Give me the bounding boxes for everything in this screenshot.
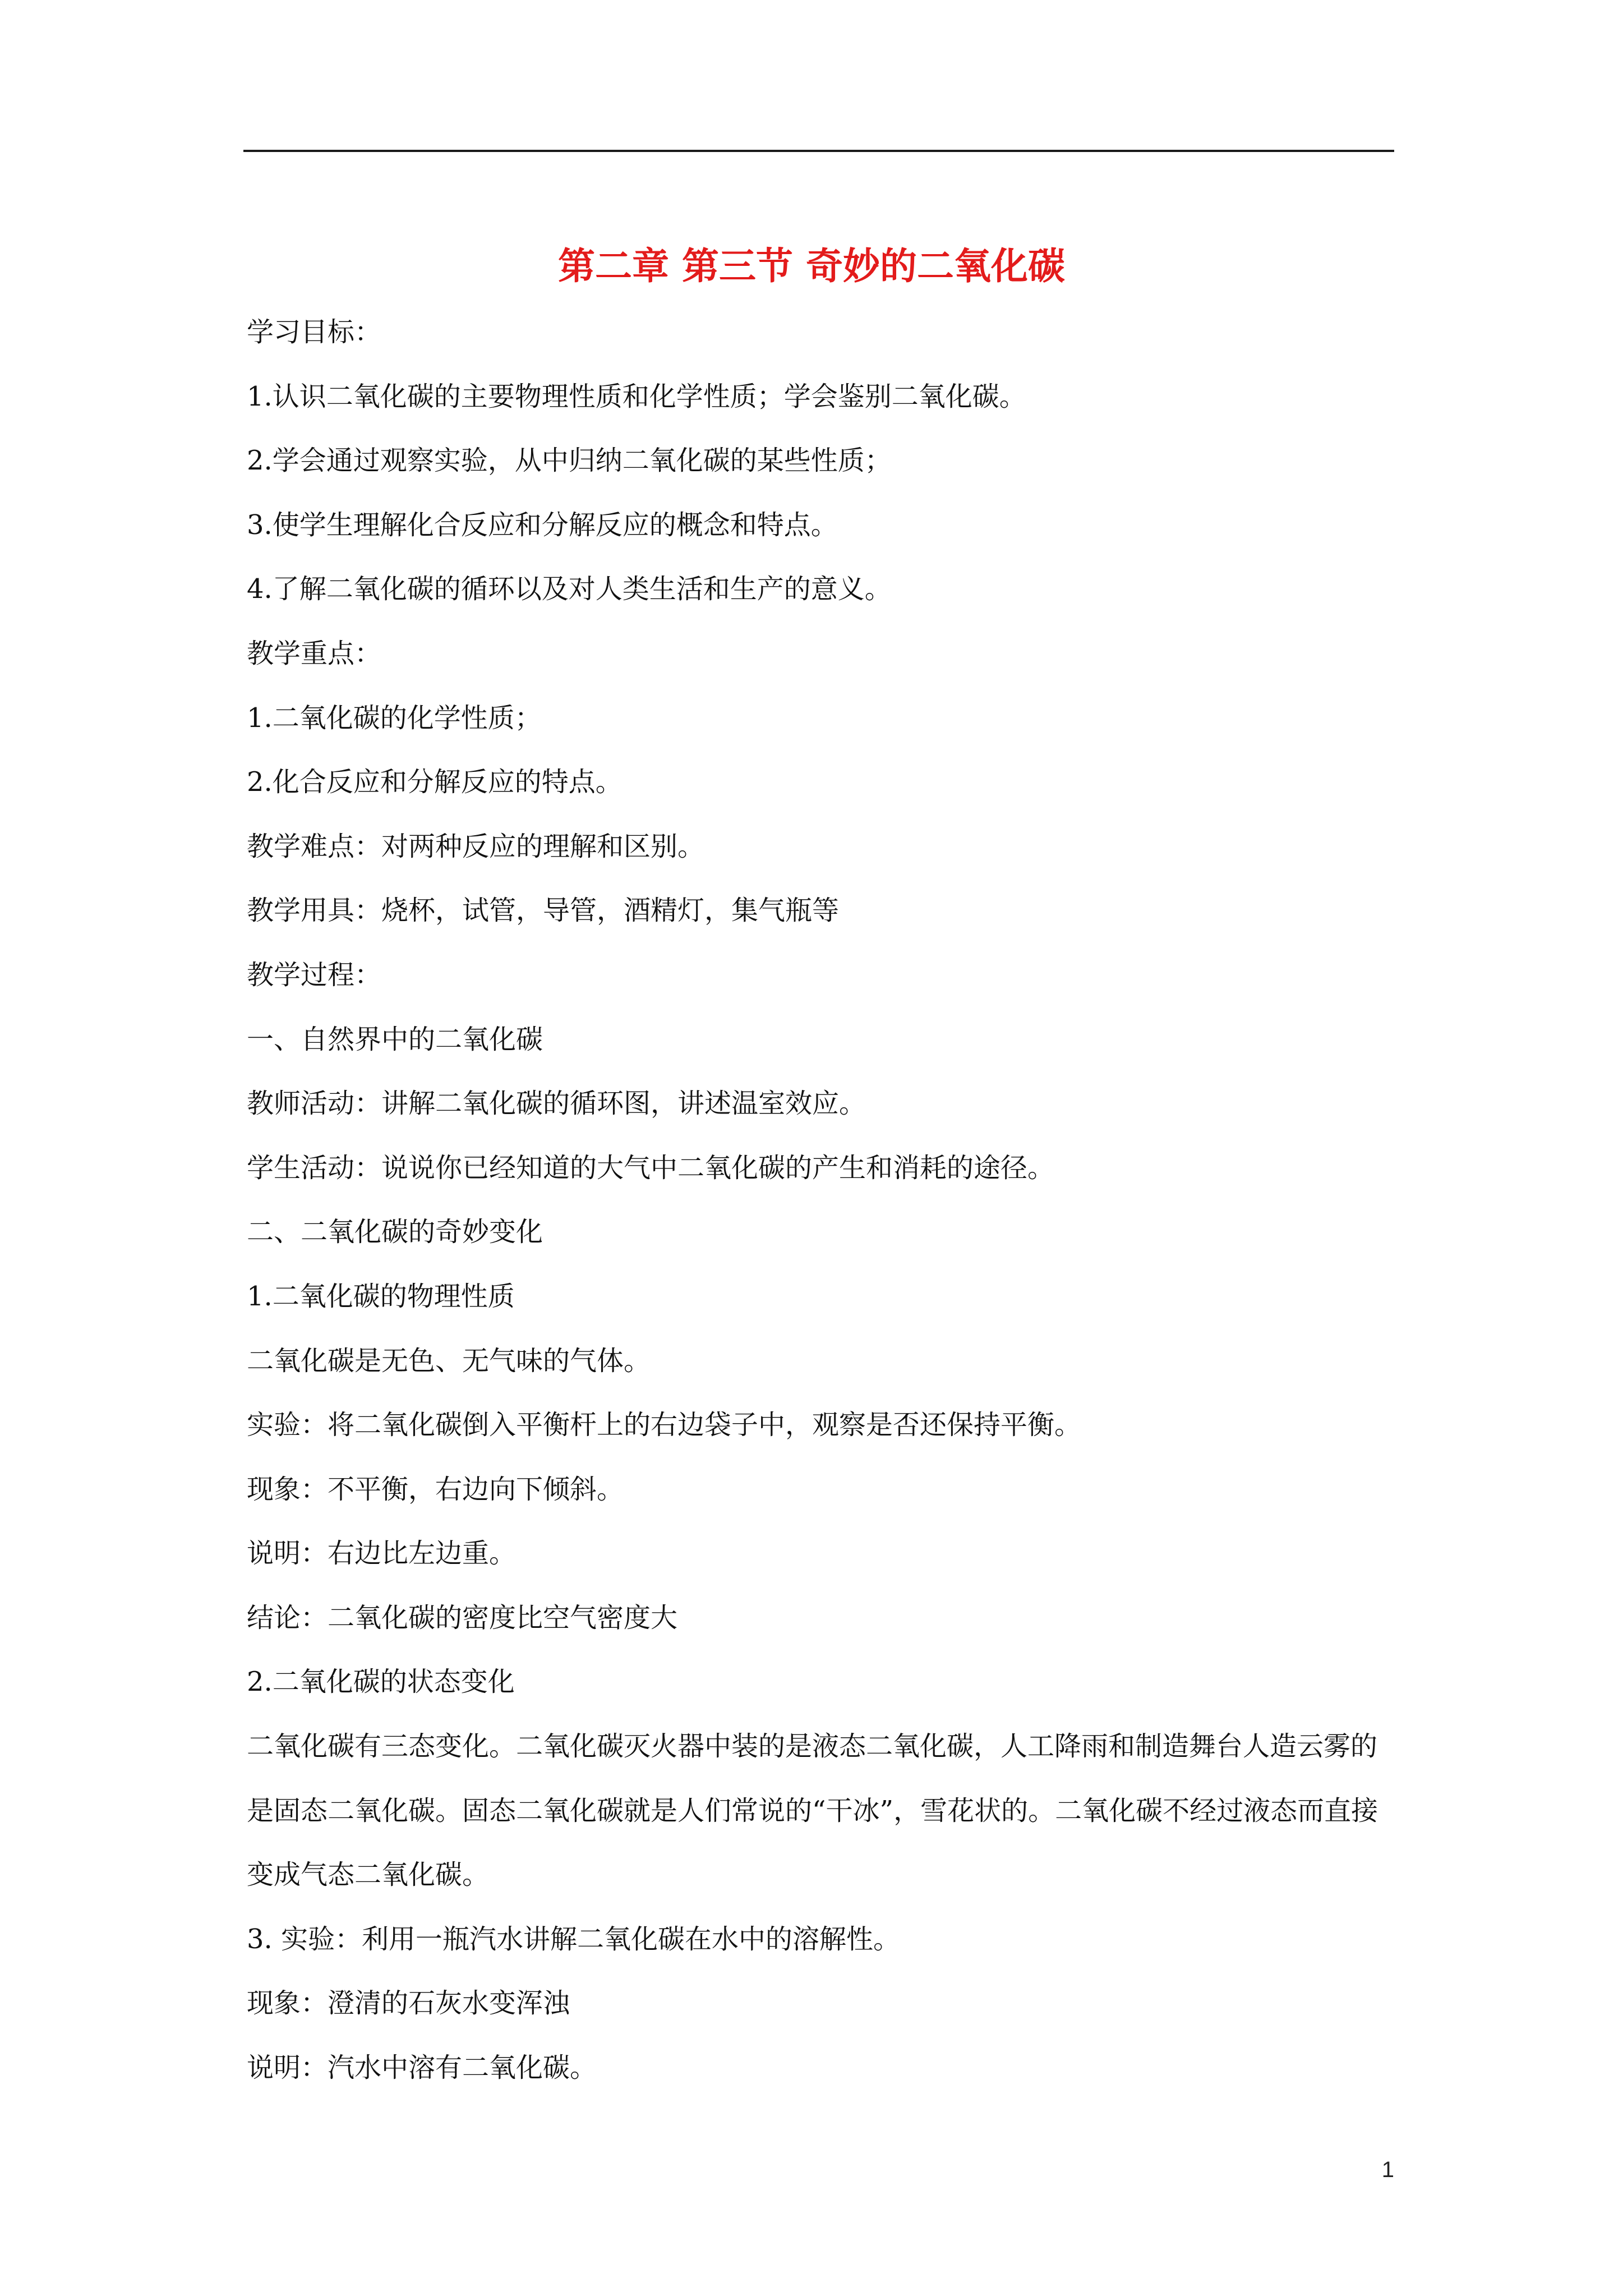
explanation-3: 说明：汽水中溶有二氧化碳。 [247,2052,597,2084]
header-rule [243,150,1394,152]
page-title: 第二章 第三节 奇妙的二氧化碳 [558,244,1065,288]
learning-objectives-heading: 学习目标： [247,316,382,348]
experiment-1: 实验：将二氧化碳倒入平衡杆上的右边袋子中，观察是否还保持平衡。 [247,1409,1082,1441]
state-change-text: 二氧化碳有三态变化。二氧化碳灭火器中装的是液态二氧化碳，人工降雨和制造舞台人造云雾的是固态二氧化碳。固态二氧化碳就是人们常说的“干冰”，雪花状的。二氧化碳不经过液态而直接变成气态二氧化碳。 [247,1731,1378,1891]
teaching-difficulty: 教学难点：对两种反应的理解和区别。 [247,830,705,862]
document-body [247,300,1394,2100]
phenomenon-1: 现象：不平衡，右边向下倾斜。 [247,1473,624,1505]
teaching-focus-heading: 教学重点： [247,637,382,669]
section-1-heading: 一、自然界中的二氧化碳 [247,1023,543,1055]
explanation-1: 说明：右边比左边重。 [247,1538,517,1570]
objective-item-2: 2.学会通过观察实验，从中归纳二氧化碳的某些性质； [247,445,892,477]
state-change-heading: 2.二氧化碳的状态变化 [247,1666,515,1698]
teacher-activity: 教师活动：讲解二氧化碳的循环图，讲述温室效应。 [247,1088,866,1120]
objective-item-1: 1.认识二氧化碳的主要物理性质和化学性质；学会鉴别二氧化碳。 [247,380,1026,412]
objective-item-4: 4.了解二氧化碳的循环以及对人类生活和生产的意义。 [247,573,892,605]
phenomenon-3: 现象：澄清的石灰水变浑浊 [247,1987,570,2019]
focus-item-2: 2.化合反应和分解反应的特点。 [247,766,623,798]
focus-item-1: 1.二氧化碳的化学性质； [247,702,542,734]
experiment-3: 3. 实验：利用一瓶汽水讲解二氧化碳在水中的溶解性。 [247,1923,901,1955]
page-number: 1 [1381,2157,1394,2182]
student-activity: 学生活动：说说你已经知道的大气中二氧化碳的产生和消耗的途径。 [247,1152,1055,1184]
section-2-heading: 二、二氧化碳的奇妙变化 [247,1216,543,1248]
teaching-tools: 教学用具：烧杯，试管，导管，酒精灯，集气瓶等 [247,895,840,927]
conclusion-1: 结论：二氧化碳的密度比空气密度大 [247,1602,678,1634]
physical-properties-text: 二氧化碳是无色、无气味的气体。 [247,1345,651,1377]
objective-item-3: 3.使学生理解化合反应和分解反应的概念和特点。 [247,509,838,541]
physical-properties-heading: 1.二氧化碳的物理性质 [247,1280,515,1312]
teaching-process-heading: 教学过程： [247,959,382,991]
